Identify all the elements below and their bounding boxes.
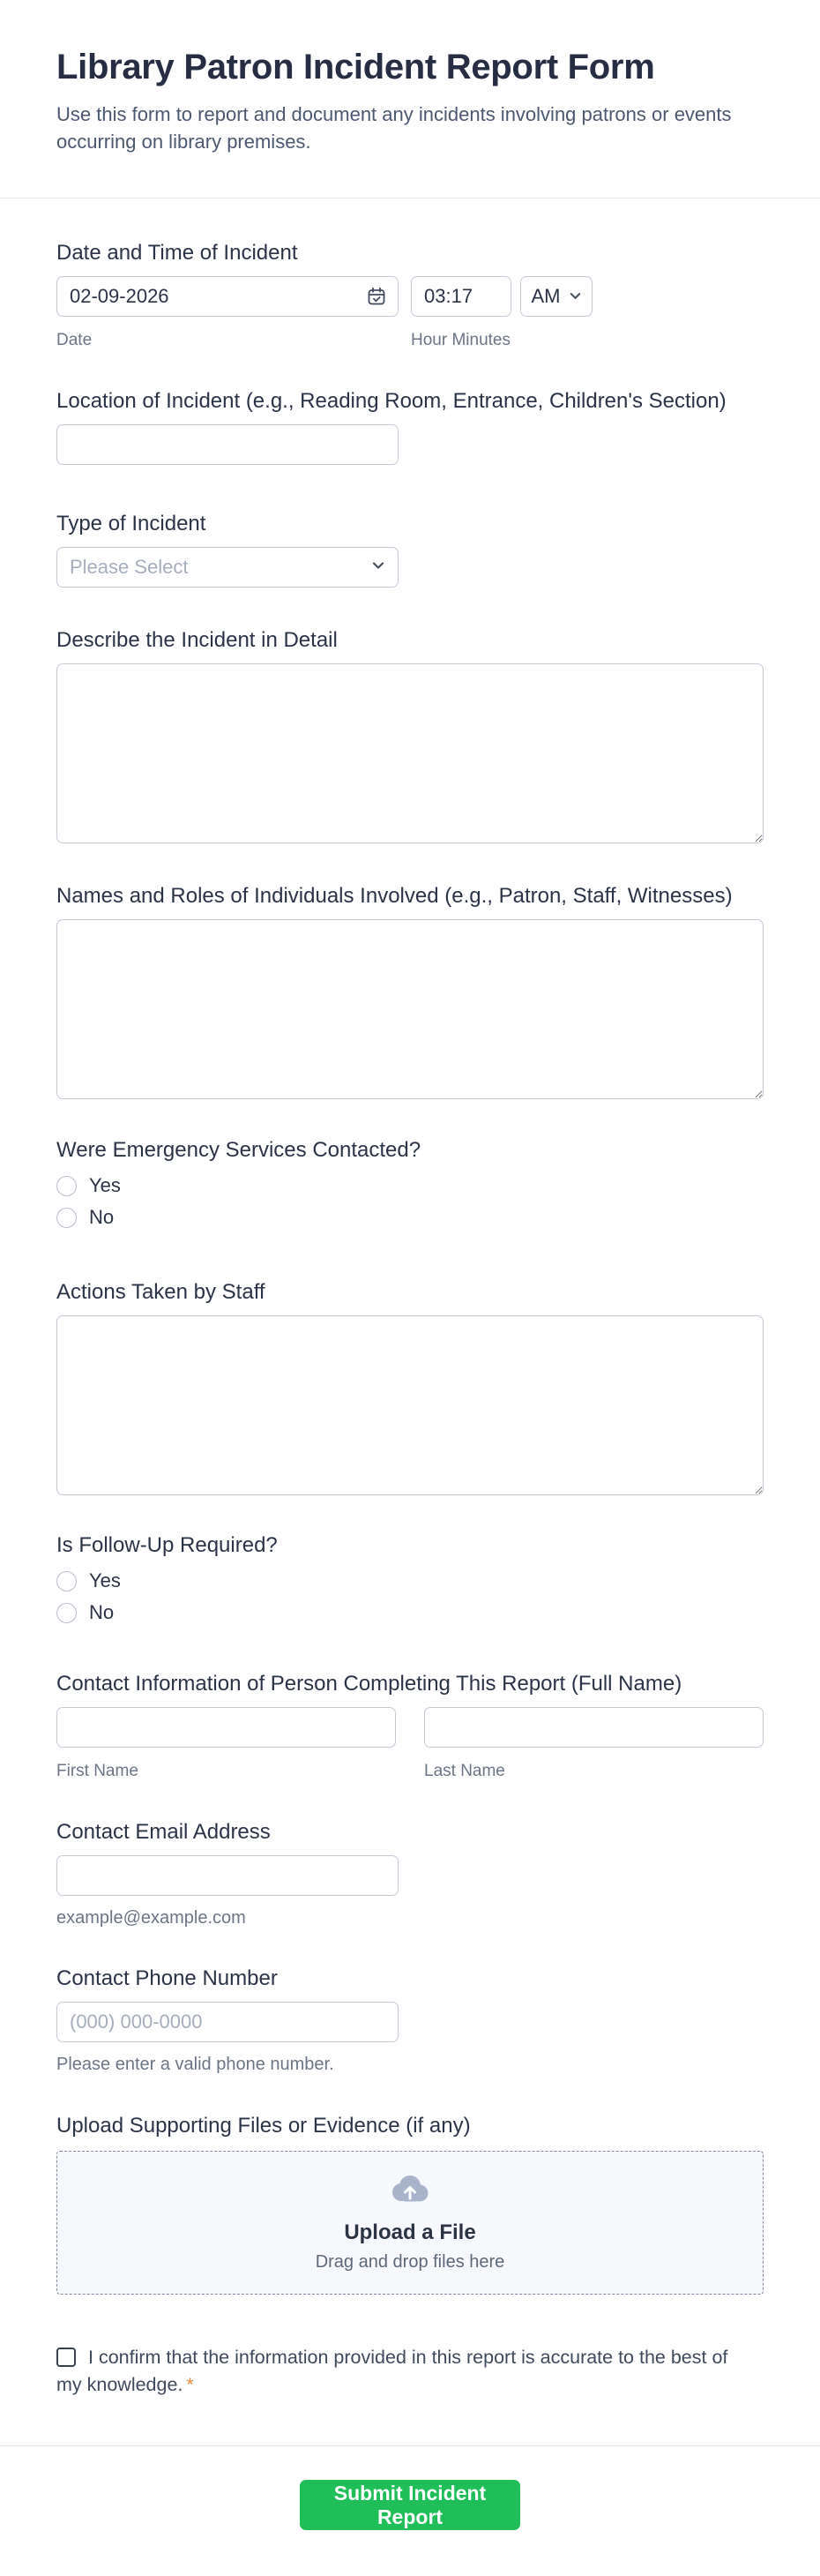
question-followup — [56, 1531, 764, 1629]
actions-taken-textarea[interactable] — [56, 1315, 764, 1495]
email-input[interactable] — [56, 1855, 399, 1896]
question-phone — [56, 1965, 764, 2075]
form-body — [0, 239, 820, 2399]
radio-icon[interactable] — [56, 1571, 77, 1591]
question-label: Location of Incident (e.g., Reading Room, Entrance, Children's Section) — [56, 389, 727, 413]
page-subtitle: Use this form to report and document any incidents involving patrons or events occurring on library premises. — [56, 103, 732, 153]
date-field-wrap — [56, 276, 399, 317]
upload-button-text: Upload a File — [344, 2220, 476, 2244]
first-name-input[interactable] — [56, 1707, 396, 1748]
radio-label: No — [89, 1206, 115, 1228]
first-name-sublabel: First Name — [56, 1762, 138, 1780]
radio-icon[interactable] — [56, 1603, 77, 1623]
radio-label: No — [89, 1601, 115, 1623]
date-input[interactable] — [56, 276, 399, 317]
question-contact-name — [56, 1670, 764, 1781]
file-upload-dropzone[interactable] — [56, 2151, 764, 2295]
question-label: Contact Email Address — [56, 1820, 271, 1844]
ampm-value: AM — [531, 285, 561, 307]
describe-textarea[interactable] — [56, 663, 764, 843]
followup-radio-group — [56, 1565, 764, 1629]
time-input[interactable] — [411, 276, 511, 317]
emergency-option-yes[interactable] — [56, 1170, 764, 1202]
last-name-sublabel: Last Name — [424, 1762, 505, 1780]
question-label: Is Follow-Up Required? — [56, 1533, 278, 1557]
select-placeholder: Please Select — [70, 556, 189, 578]
email-hint: example@example.com — [56, 1908, 246, 1928]
confirmation-row — [56, 2344, 753, 2399]
radio-label: Yes — [89, 1569, 121, 1591]
followup-option-no[interactable] — [56, 1597, 764, 1629]
question-names-roles — [56, 882, 764, 1099]
question-label: Actions Taken by Staff — [56, 1280, 265, 1304]
question-label: Upload Supporting Files or Evidence (if any) — [56, 2114, 471, 2138]
datetime-controls — [56, 276, 764, 317]
confirm-text: I confirm that the information provided in this report is accurate to the best of my knowledge. — [56, 2347, 728, 2395]
phone-hint: Please enter a valid phone number. — [56, 2055, 334, 2074]
radio-icon[interactable] — [56, 1176, 77, 1196]
upload-drag-text: Drag and drop files here — [315, 2251, 505, 2272]
names-roles-textarea[interactable] — [56, 919, 764, 1099]
location-input[interactable] — [56, 424, 399, 465]
required-asterisk: * — [186, 2374, 194, 2395]
question-upload — [56, 2112, 764, 2295]
phone-input[interactable] — [56, 2002, 399, 2042]
followup-option-yes[interactable] — [56, 1565, 764, 1597]
radio-icon[interactable] — [56, 1208, 77, 1228]
time-sublabel: Hour Minutes — [411, 331, 511, 349]
submit-section — [56, 2446, 764, 2576]
ampm-select[interactable] — [520, 276, 593, 317]
question-label: Were Emergency Services Contacted? — [56, 1138, 421, 1162]
confirm-checkbox[interactable] — [56, 2348, 76, 2367]
question-label: Type of Incident — [56, 512, 206, 535]
question-datetime — [56, 239, 764, 350]
chevron-down-icon — [569, 285, 582, 308]
datetime-sublabels — [56, 331, 764, 350]
question-label: Contact Phone Number — [56, 1966, 278, 1990]
chevron-down-icon — [371, 558, 385, 577]
question-label: Date and Time of Incident — [56, 241, 298, 265]
emergency-option-no[interactable] — [56, 1202, 764, 1233]
question-label: Contact Information of Person Completing This Report (Full Name) — [56, 1672, 682, 1696]
question-email — [56, 1818, 764, 1928]
name-sublabels — [56, 1762, 764, 1781]
cloud-upload-icon — [388, 2174, 432, 2210]
question-actions-taken — [56, 1278, 764, 1495]
last-name-input[interactable] — [424, 1707, 764, 1748]
name-inputs — [56, 1707, 764, 1748]
question-location — [56, 387, 764, 465]
incident-type-select[interactable] — [56, 547, 399, 588]
date-sublabel: Date — [56, 331, 93, 349]
form-header — [0, 0, 820, 155]
question-incident-type — [56, 510, 764, 588]
question-label: Describe the Incident in Detail — [56, 628, 338, 652]
submit-button[interactable]: Submit Incident Report — [300, 2480, 520, 2530]
emergency-radio-group — [56, 1170, 764, 1233]
question-describe — [56, 626, 764, 843]
radio-label: Yes — [89, 1174, 121, 1196]
question-label: Names and Roles of Individuals Involved (e.g., Patron, Staff, Witnesses) — [56, 884, 733, 908]
question-emergency — [56, 1136, 764, 1233]
page-title: Library Patron Incident Report Form — [56, 48, 655, 86]
